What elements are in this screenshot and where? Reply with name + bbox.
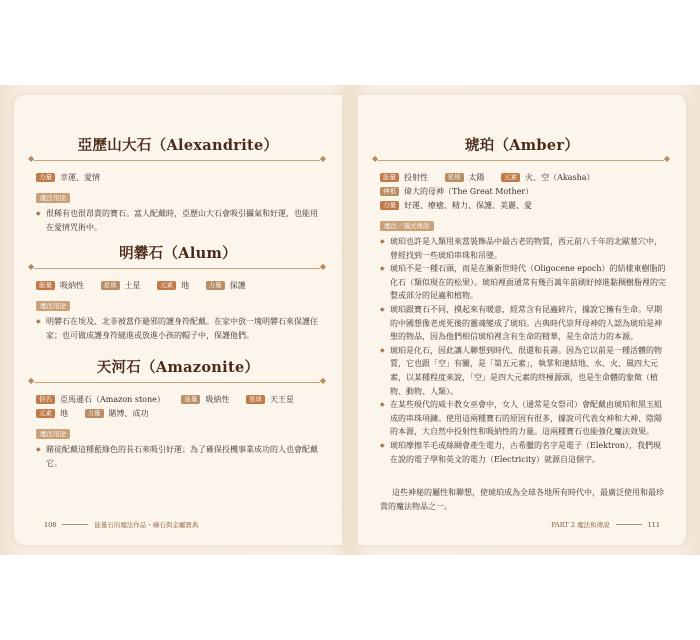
- title-rule: [34, 268, 320, 269]
- bullet-item: ◆ 很稀有也很昂貴的寶石。富人配戴時，亞歷山大石會吸引攝氣和好運，也能用在愛情咒術中。: [36, 207, 322, 234]
- section-title: 琥珀（Amber）: [464, 137, 580, 154]
- property-tag: 力量: [206, 281, 225, 290]
- property-tag: 元素: [501, 173, 520, 182]
- properties: [36, 279, 342, 293]
- book-spread: [0, 85, 700, 555]
- property-value: 吸納性: [60, 281, 84, 290]
- footer-rule: [62, 524, 88, 525]
- bullet-item: ◆ 賭徒配戴這種藍綠色的長石來吸引好運；為了確保投機事業成功的人也會配戴它。: [36, 443, 322, 470]
- property-value: 偉大的母神（The Great Mother）: [404, 187, 534, 196]
- property-value: 投射性: [404, 173, 428, 182]
- property-value: 亞馬遜石（Amazon stone）: [60, 395, 165, 404]
- bullet-item: ◆ 明礬石在埃及、北非被當作避邪的護身符配戴。在家中放一塊明礬石來保護住家；也可做成護身符縫進或放進小孩的帽子中，保護他們。: [36, 315, 322, 342]
- property-value: 太陽: [468, 173, 485, 182]
- section-title: 天河石（Amazonite）: [96, 359, 260, 376]
- property-value: 吸納性: [205, 395, 230, 404]
- section-amazonite: [14, 357, 342, 470]
- property-value: 地: [60, 409, 68, 418]
- right-page: [358, 95, 686, 545]
- section-alum: [14, 243, 342, 342]
- property-tag: 能量: [36, 281, 55, 290]
- footer-rule: [616, 524, 642, 525]
- properties: [380, 171, 686, 213]
- section-title: 明礬石（Alum）: [119, 245, 237, 262]
- left-footer: [44, 520, 198, 529]
- usage-label: 魔法用途: [36, 301, 70, 311]
- bullet-item: ◆ 琥珀不是一種石頭，而是在漸新世時代（Oligocene epoch）的結樣東樹脂的化石（類似現在的松果）。琥珀裡面通常有幾百萬年前刷好掉進黏稠樹脂裡的完整或部分的昆蟲和植物。: [380, 262, 666, 303]
- property-tag: 元素: [36, 409, 55, 418]
- bullet-item: ◆ 在某些現代的威卡教女巫會中，女人（通常是女祭司）會配戴由琥珀和黑玉組成的串珠項鍊。使用這兩種寶石的原因有很多，據說可代表女神和大神、陰陽的本源，大自然中投射性和吸納性的力量。這兩種寶石也能強化魔法效果。: [380, 398, 666, 439]
- title-rule: [34, 382, 320, 383]
- property-tag: 神祇: [380, 187, 399, 196]
- property-value: 好運、療癒、精力、保護、美麗、愛: [404, 201, 532, 210]
- property-value: 幸運、愛情: [60, 173, 100, 182]
- property-tag: 能量: [380, 173, 399, 182]
- bullet-item: ◆ 琥珀跟寶石不同，摸起來有暖意，經常含有昆蟲碎片，據說它擁有生命。早期的中國想像老虎死後的靈魂變成了琥珀。古典時代崇拜母神的人認為琥珀是神聖的物品，因為他們相信琥珀裡含有生命的精華，是生命活力的本源。: [380, 303, 666, 344]
- page-number: 108: [44, 520, 57, 529]
- property-value: 保護: [229, 281, 246, 290]
- properties: [36, 171, 342, 185]
- usage-label: 魔法用途: [36, 429, 70, 439]
- running-title: 能量石的魔法作品・礦石與金屬寶典: [94, 521, 199, 529]
- property-value: 賭博、成功: [108, 409, 149, 418]
- page-number: 111: [647, 520, 660, 529]
- property-tag: 星球: [246, 395, 265, 404]
- property-tag: 力量: [380, 201, 399, 210]
- left-page: [14, 95, 342, 545]
- property-tag: 星球: [445, 173, 464, 182]
- usage-label: 魔法／儀式傳說: [380, 221, 434, 231]
- property-tag: 力量: [85, 409, 104, 418]
- property-tag: 星球: [101, 281, 120, 290]
- title-rule: [34, 160, 320, 161]
- section-alexandrite: [14, 135, 342, 234]
- bullet-item: ◆ 琥珀是化石，因此讓人聯想到時代、很還和長壽。因為它以前是一種活體的物質，它也跟「空」有關，是「第五元素」，執掌和連結地、水、火、風四大元素，以某種程度來說，「空」是四大元素的終極源頭，也是生命體的象徵（植物、動物、人類）。: [380, 344, 666, 398]
- property-tag: 力量: [36, 173, 55, 182]
- title-rule: [378, 160, 664, 161]
- closing-paragraph: 這些神秘的屬性和聯想，使琥珀成為全球各地所有時代中，最廣泛使用和最珍貴的魔法物品之一。: [380, 488, 664, 511]
- bullet-item: ◆ 琥珀摩擦羊毛或絲綢會產生電力，古希臘的名字是電子（Elektron），我們現在說的電子學和英文的電力（Electricity）就源自這個字。: [380, 439, 666, 466]
- properties: [36, 393, 342, 421]
- right-footer: [551, 520, 660, 529]
- property-tag: 元素: [157, 281, 176, 290]
- usage-label: 魔法用途: [36, 193, 70, 203]
- section-amber: [358, 135, 686, 513]
- part-label: PART 2 魔法和傳說: [551, 521, 610, 529]
- property-tag: 能量: [181, 395, 200, 404]
- property-tag: 俗名: [36, 395, 55, 404]
- property-value: 土星: [124, 281, 141, 290]
- bullet-item: ◆ 琥珀也許是人類用來當裝飾品中最古老的物質，西元前八千年的北歐墓穴中，曾經找到一些琥珀串珠和吊墜。: [380, 235, 666, 262]
- section-title: 亞歷山大石（Alexandrite）: [77, 137, 279, 154]
- property-value: 地: [181, 281, 190, 290]
- property-value: 天王星: [269, 395, 294, 404]
- property-value: 火、空（Akasha）: [525, 173, 595, 182]
